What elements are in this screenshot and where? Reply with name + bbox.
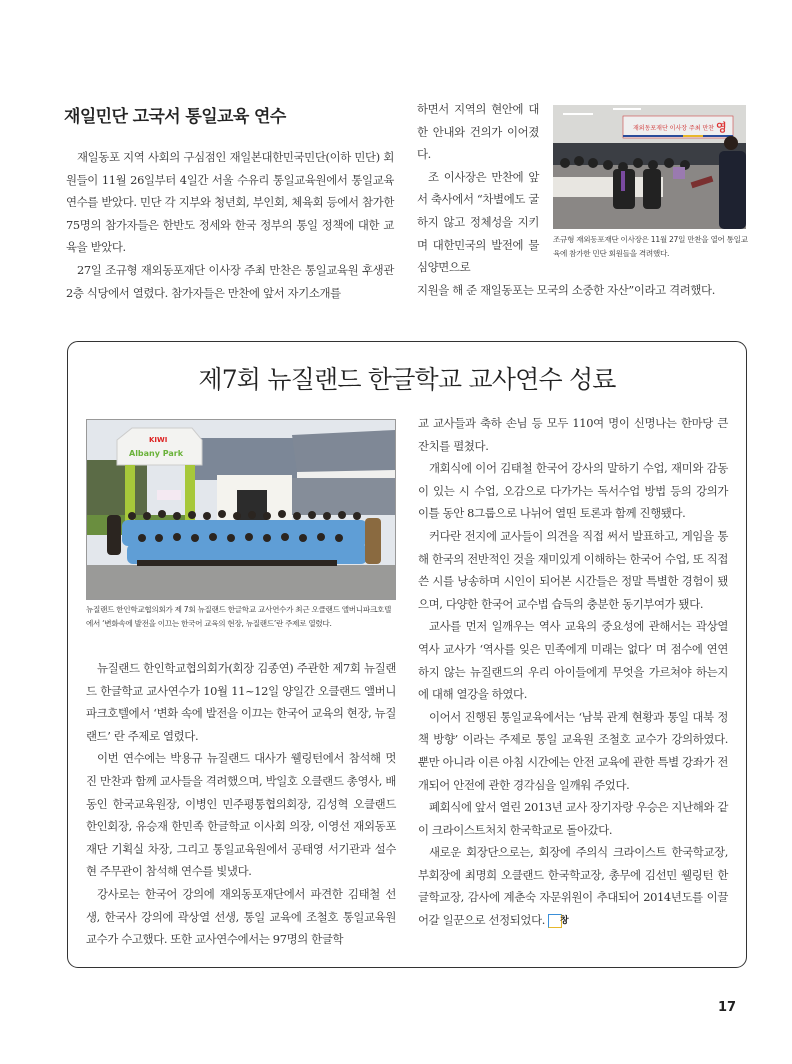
paragraph: 조 이사장은 만찬에 앞서 축사에서 “차별에도 굴하지 않고 정체성을 지키며 대한민국의 발전에 물심양면으로 [417, 169, 539, 275]
paragraph: 강사로는 한국어 강의에 재외동포재단에서 파견한 김태철 선생, 한국사 강의에 곽상열 선생, 통일 교육에 조철호 통일교육원 교수가 수고했다. 또한 교사연수에서는 97명의 한글학 [86, 886, 396, 947]
paragraph: 개회식에 이어 김태철 한국어 강사의 말하기 수업, 재미와 감동이 있는 시 수업, 오감으로 다가가는 독서수업 방법 등의 강의가 이틀 동안 8그룹으로 나뉘어 열띤 토론과 함께 진행됐다. [418, 461, 728, 521]
paragraph: 폐회식에 앞서 열린 2013년 교사 장기자랑 우승은 지난해와 같이 크라이스트처치 한국학교로 돌아갔다. [418, 800, 728, 837]
paragraph-last [418, 841, 728, 931]
paragraph: 교사를 먼저 일깨우는 역사 교육의 중요성에 관해서는 곽상열 역사 교사가 ‘역사를 잊은 민족에게 미래는 없다’ 며 점수에 연연하지 않는 뉴질랜드의 우리 아이들에게 무엇을 가르쳐야 하는지에 대해 열강을 하였다. [418, 619, 728, 702]
paragraph: 27일 조규형 재외동포재단 이사장 주최 만찬은 통일교육원 후생관 2층 식당에서 열렸다. 참가자들은 만찬에 앞서 자기소개를 [66, 262, 394, 300]
banner-symbol: 영 [716, 121, 727, 134]
sign-top-text: KIWI [149, 436, 168, 444]
top-article-tail [417, 279, 747, 302]
banquet-photo-illustration [553, 105, 746, 229]
box-article-column-1 [86, 657, 396, 951]
end-mark-icon: 창 [548, 914, 562, 928]
paragraph: 이번 연수에는 박용규 뉴질랜드 대사가 웰링턴에서 참석해 멋진 만찬과 함께 교사들을 격려했으며, 박일호 오클랜드 총영사, 배동인 한국교육원장, 이병인 민주평통협의회장, 김성혁 오클랜드 한인회장, 유승재 한민족 한글학교 이사회 의장, 이영선 재외동포재단 기획실 차장, 그리고 통일교육원에서 공태영 서기관과 설수현 주무관이 참석해 연수를 빛냈다. [86, 751, 396, 879]
box-article-title: 제7회 뉴질랜드 한글학교 교사연수 성료 [198, 365, 616, 394]
paragraph: 뉴질랜드 한인학교협의회가(회장 김종연) 주관한 제7회 뉴질랜드 한글학교 교사연수가 10월 11~12일 양일간 오클랜드 앨버니파크호텔에서 ‘변화 속에 발전을 이끄는 한국어 교육의 현장, 뉴질랜드’ 란 주제로 열렸다. [86, 661, 396, 743]
page-number: 17 [718, 1000, 737, 1015]
banner-text: 재외동포재단 이사장 주최 만찬 [633, 125, 715, 132]
paragraph: 하면서 지역의 현안에 대한 안내와 건의가 이어졌다. [417, 102, 539, 162]
paragraph: 커다란 전지에 교사들이 의견을 직접 써서 발표하고, 게임을 통해 한국의 전반적인 것을 재미있게 이해하는 한국어 수업, 또 직접 쓴 시를 낭송하며 시인이 되어본 시간들은 정말 특별한 경험이 됐으며, 다양한 한국어 교수법 습득의 충분한 동기부여가 됐다. [418, 528, 728, 611]
banquet-photo-caption: 조규형 재외동포재단 이사장은 11월 27일 만찬을 열어 통일교육에 참가한 민단 회원들을 격려했다. [553, 235, 748, 258]
group-photo [86, 419, 396, 600]
paragraph: 재일동포 지역 사회의 구심점인 재일본대한민국민단(이하 민단) 회원들이 11월 26일부터 4일간 서울 수유리 통일교육원에서 통일교육 연수를 받았다. 민단 각 지부와 청년회, 부인회, 체육회 등에서 참가한 75명의 참가자들은 한반도 정세와 한국 정부의 통일 정책에 대한 교육을 받았다. [66, 150, 394, 255]
top-article-headline: 재일민단 고국서 통일교육 연수 [64, 107, 286, 127]
top-article-column-2 [417, 98, 539, 279]
group-photo-illustration [87, 420, 395, 599]
box-article-column-2 [418, 412, 728, 932]
group-photo-caption: 뉴질랜드 한인학교협의회가 제 7회 뉴질랜드 한글학교 교사연수가 최근 오클랜드 앨버니파크호텔에서 ‘변화속에 발전을 이끄는 한국어 교육의 현장, 뉴질랜드’란 주제로 열렸다. [86, 605, 391, 628]
banquet-photo [553, 105, 746, 229]
paragraph: 이어서 진행된 통일교육에서는 ‘남북 관계 현황과 통일 대북 정책 방향’ 이라는 주제로 통일 교육원 조철호 교수가 강의하였다. 뿐만 아니라 이른 아침 시간에는 안전 교육에 관한 특별 강좌가 전개되어 안전에 관한 경각심을 일깨워 주었다. [418, 709, 728, 792]
paragraph: 교 교사들과 축하 손님 등 모두 110여 명이 신명나는 한마당 큰 잔치를 펼쳤다. [418, 416, 728, 453]
paragraph-text: 새로운 회장단으로는, 회장에 주의식 크라이스트 한국학교장, 부회장에 최명희 오클랜드 한국학교장, 총무에 김선민 웰링턴 한글학교장, 감사에 계춘숙 자문위원이 추대되어 2014년도를 이끌어갈 일꾼으로 선정되었다. [418, 845, 728, 928]
sign-bottom-text: Albany Park [129, 449, 184, 458]
top-article-column-1 [66, 146, 394, 304]
paragraph: 지원을 해 준 재일동포는 모국의 소중한 자산”이라고 격려했다. [417, 283, 715, 297]
